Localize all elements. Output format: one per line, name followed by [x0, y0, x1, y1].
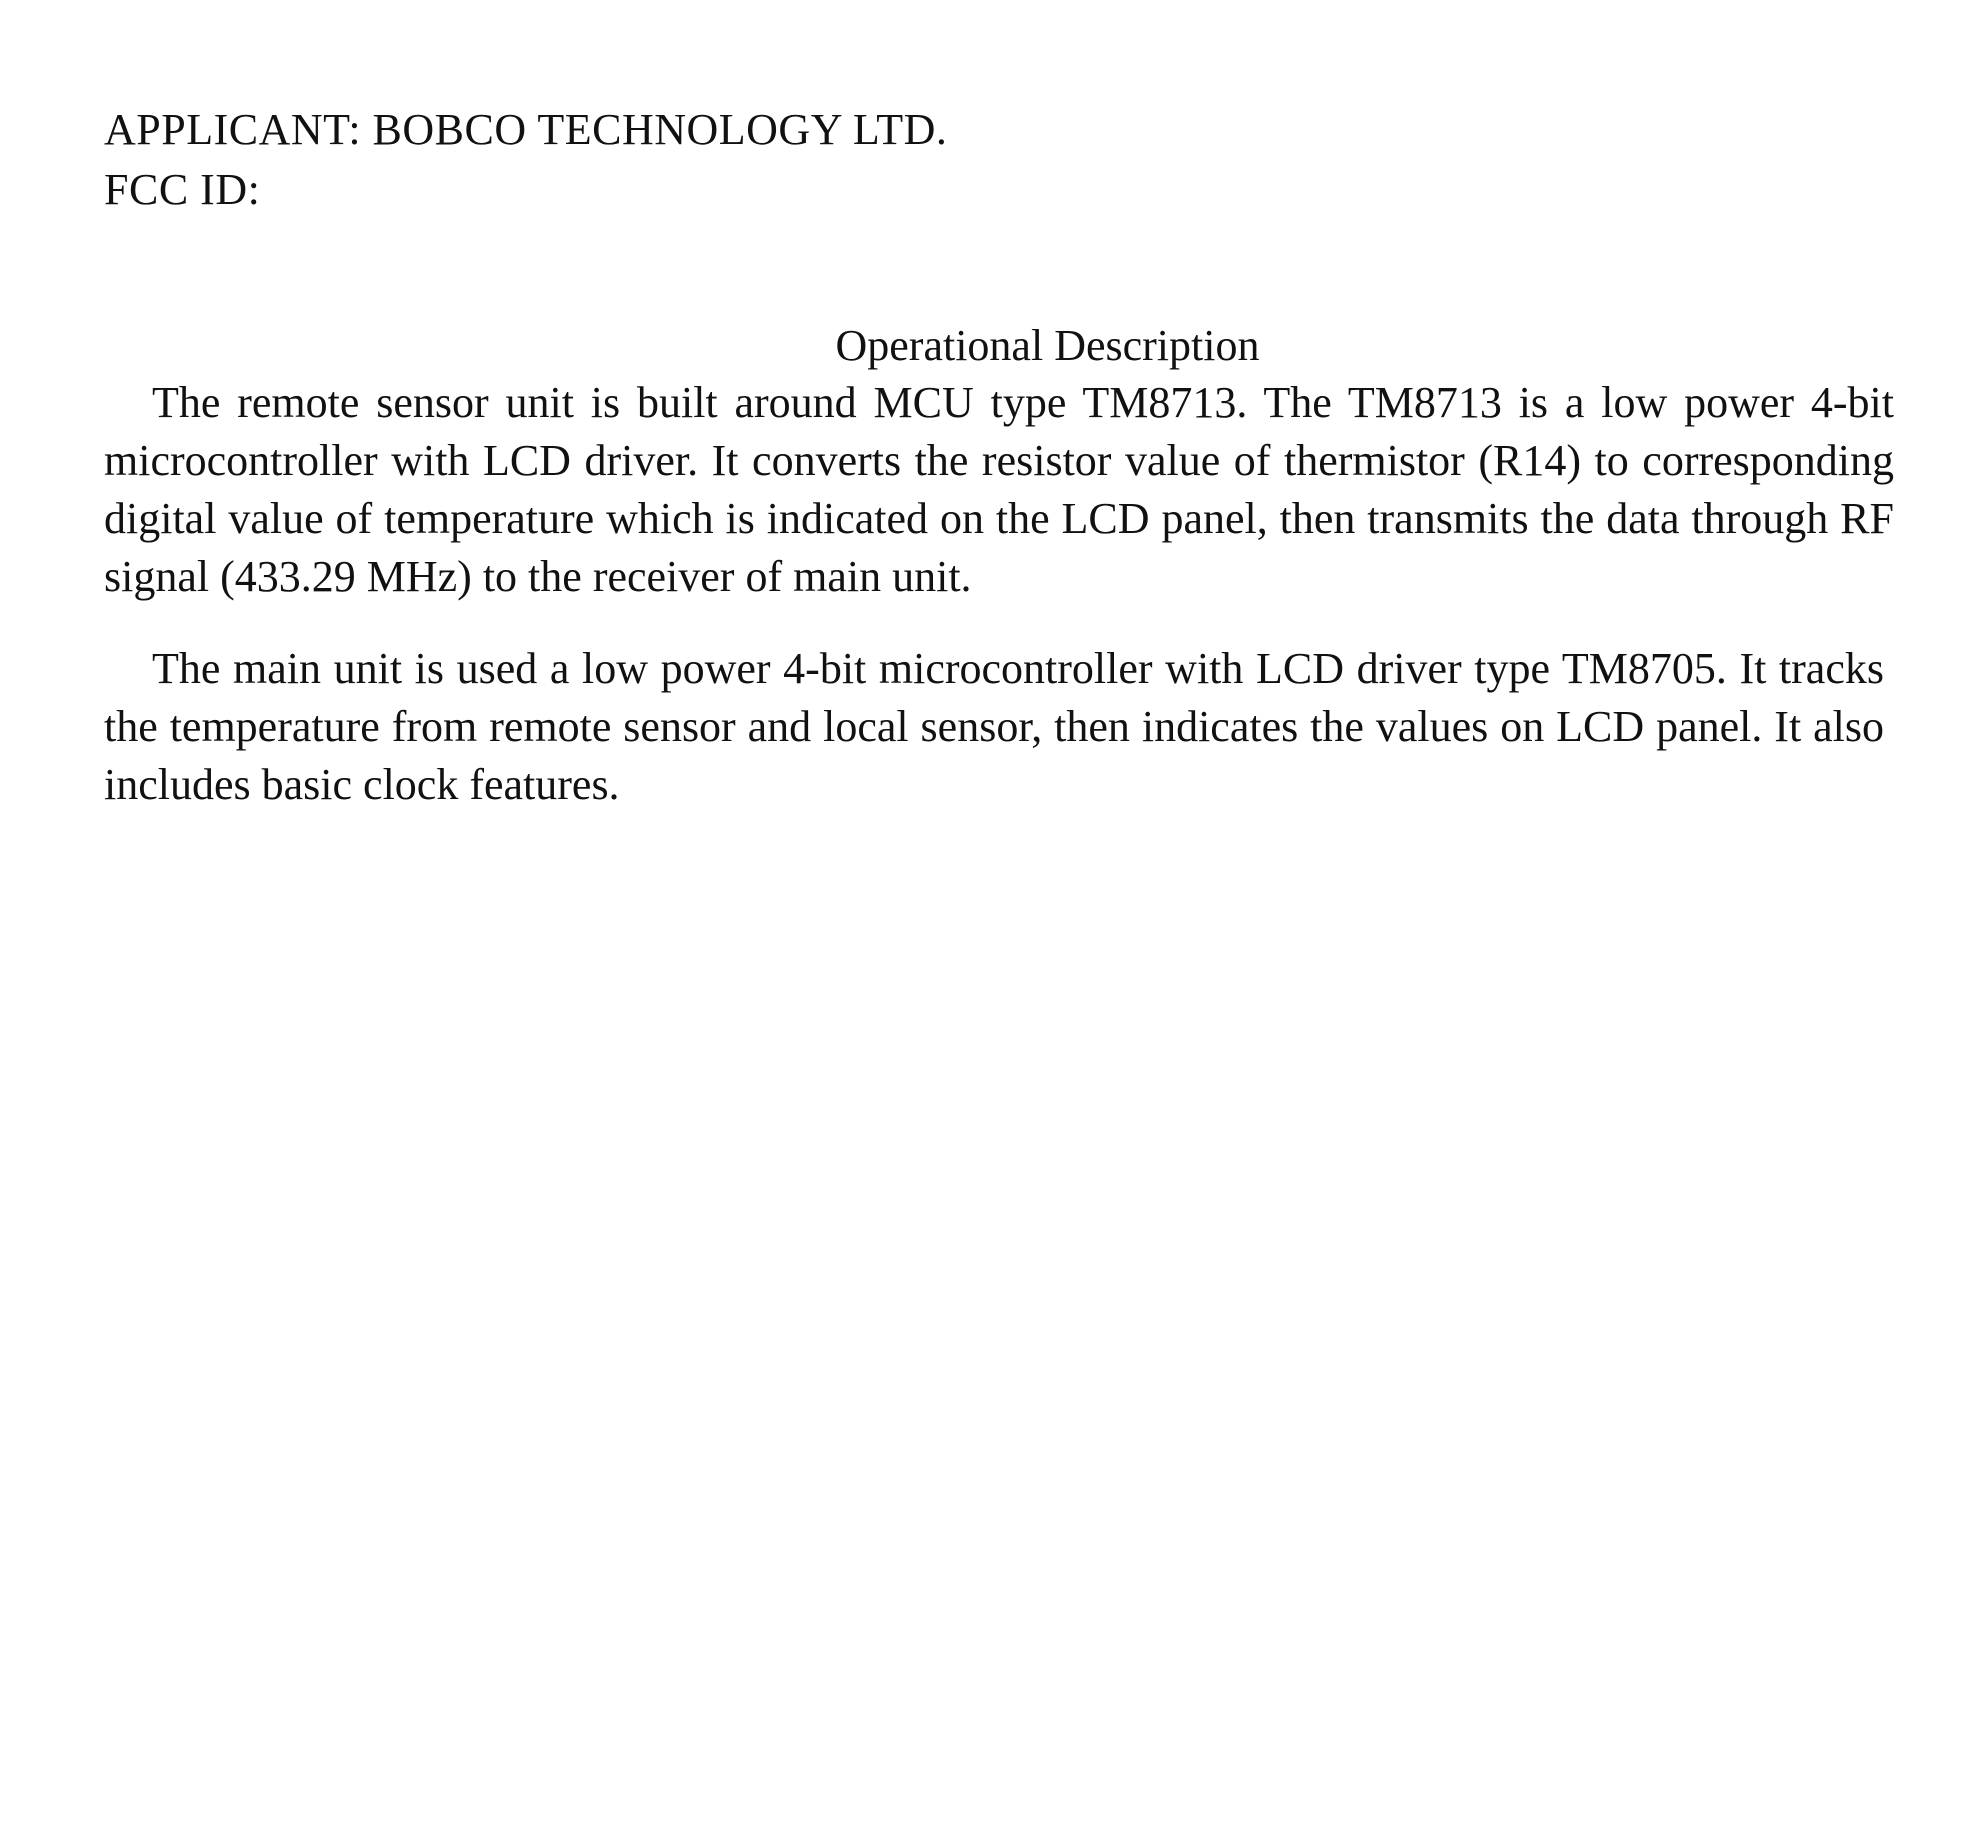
paragraph-main-unit: The main unit is used a low power 4-bit microcontroller with LCD driver type TM8705. It tracks the temperature from remote sensor and local sensor, then indicates the values on LCD panel. It also includes basic clock features.	[104, 644, 1884, 809]
fcc-id-line: FCC ID:	[104, 165, 261, 214]
applicant-line: APPLICANT: BOBCO TECHNOLOGY LTD.	[104, 105, 948, 154]
paragraph-remote-sensor: The remote sensor unit is built around MCU type TM8713. The TM8713 is a low power 4-bit microcontroller with LCD driver. It converts the resistor value of thermistor (R14) to corresponding digital value of temperature which is indicated on the LCD panel, then transmits the data through RF signal (433.29 MHz) to the receiver of main unit.	[104, 378, 1894, 601]
document-title: Operational Description	[835, 321, 1260, 370]
document-header	[104, 100, 947, 220]
